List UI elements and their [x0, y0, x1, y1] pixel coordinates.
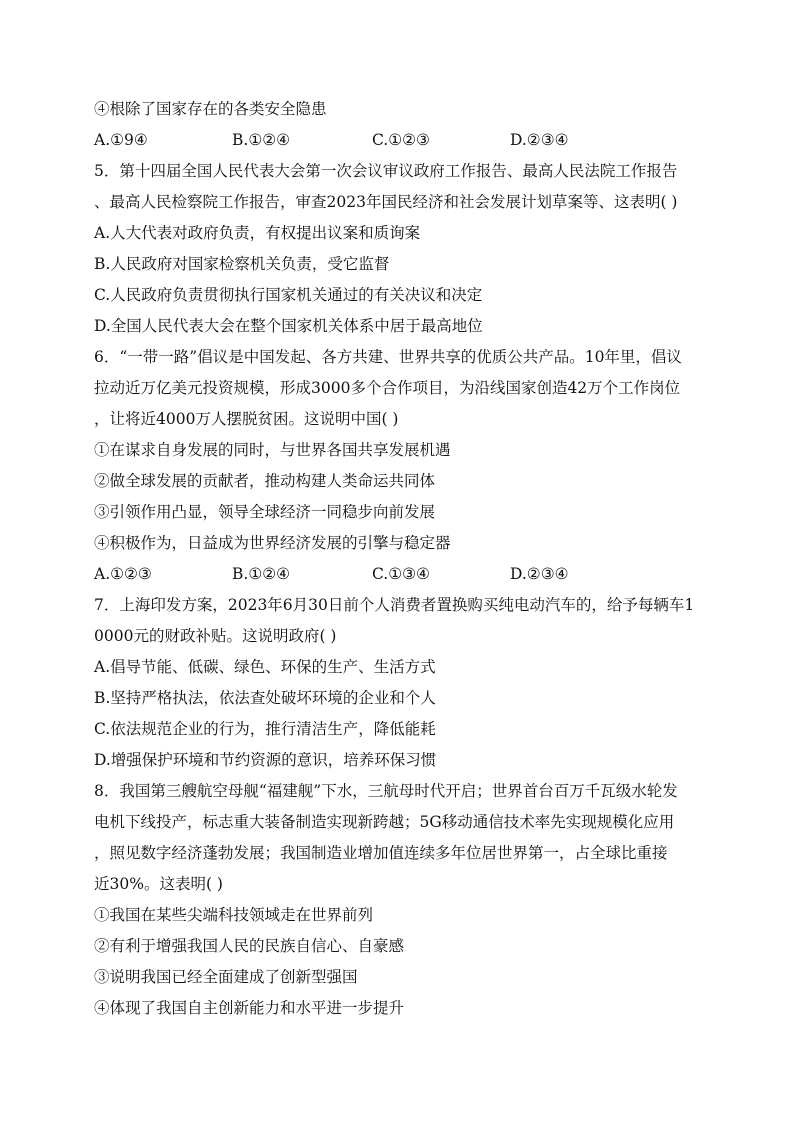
- option-d: D.②③④: [510, 565, 569, 583]
- question-stem-line: 电机下线投产，标志重大装备制造实现新跨越；5G移动通信技术率先实现规模化应用: [94, 813, 675, 831]
- question-stem-line: 5．第十四届全国人民代表大会第一次会议审议政府工作报告、最高人民法院工作报告: [94, 162, 678, 180]
- question-6: [94, 342, 700, 590]
- statement-item: ④体现了我国自主创新能力和水平进一步提升: [94, 999, 405, 1017]
- choice-a: A.人大代表对政府负责，有权提出议案和质询案: [94, 224, 421, 242]
- question-7: [94, 590, 700, 776]
- statement-item: ③引领作用凸显，领导全球经济一同稳步向前发展: [94, 503, 436, 521]
- choice-d: D.增强保护环境和节约资源的意识，培养环保习惯: [94, 751, 437, 769]
- exam-page: [94, 94, 700, 1024]
- choice-d: D.全国人民代表大会在整个国家机关体系中居于最高地位: [94, 317, 483, 335]
- question-stem-line: 拉动近万亿美元投资规模，形成3000多个合作项目，为沿线国家创造42万个工作岗位: [94, 379, 681, 397]
- option-a: A.①9④: [94, 131, 148, 149]
- statement-item: ④根除了国家存在的各类安全隐患: [94, 100, 327, 118]
- choice-b: B.坚持严格执法，依法查处破坏环境的企业和个人: [94, 689, 436, 707]
- option-d: D.②③④: [510, 131, 569, 149]
- statement-item: ①我国在某些尖端科技领域走在世界前列: [94, 906, 374, 924]
- question-stem-line: 近30%。这表明( ): [94, 875, 223, 893]
- option-a: A.①②③: [94, 565, 152, 583]
- statement-item: ②有利于增强我国人民的民族自信心、自豪感: [94, 937, 405, 955]
- statement-item: ④积极作为，日益成为世界经济发展的引擎与稳定器: [94, 534, 451, 552]
- question-stem-line: 、最高人民检察院工作报告，审查2023年国民经济和社会发展计划草案等、这表明( ): [94, 193, 678, 211]
- question-5: [94, 156, 700, 342]
- option-b: B.①②④: [232, 131, 291, 149]
- option-c: C.①②③: [372, 131, 430, 149]
- question-stem-line: ，照见数字经济蓬勃发展；我国制造业增加值连续多年位居世界第一，占全球比重接: [94, 844, 668, 862]
- question-stem-line: ，让将近4000万人摆脱贫困。这说明中国( ): [94, 410, 399, 428]
- answer-options: [94, 559, 700, 590]
- question-stem-line: 6．“一带一路”倡议是中国发起、各方共建、世界共享的优质公共产品。10年里，倡议: [94, 348, 682, 366]
- statement-item: ①在谋求自身发展的同时，与世界各国共享发展机遇: [94, 441, 451, 459]
- choice-a: A.倡导节能、低碳、绿色、环保的生产、生活方式: [94, 658, 436, 676]
- statement-item: ③说明我国已经全面建成了创新型强国: [94, 968, 358, 986]
- question-stem-line: 0000元的财政补贴。这说明政府( ): [94, 627, 337, 645]
- choice-c: C.依法规范企业的行为，推行清洁生产，降低能耗: [94, 720, 436, 738]
- question-stem-line: 7．上海印发方案，2023年6月30日前个人消费者置换购买纯电动汽车的，给予每辆车1: [94, 596, 695, 614]
- option-b: B.①②④: [232, 565, 291, 583]
- statement-item: ②做全球发展的贡献者，推动构建人类命运共同体: [94, 472, 436, 490]
- answer-options: [94, 125, 700, 156]
- choice-b: B.人民政府对国家检察机关负责，受它监督: [94, 255, 390, 273]
- choice-c: C.人民政府负责贯彻执行国家机关通过的有关决议和决定: [94, 286, 483, 304]
- question-stem-line: 8．我国第三艘航空母舰“福建舰”下水，三航母时代开启；世界首台百万千瓦级水轮发: [94, 782, 678, 800]
- question-8: [94, 776, 700, 1024]
- question-4-continued: [94, 94, 700, 156]
- option-c: C.①③④: [372, 565, 430, 583]
